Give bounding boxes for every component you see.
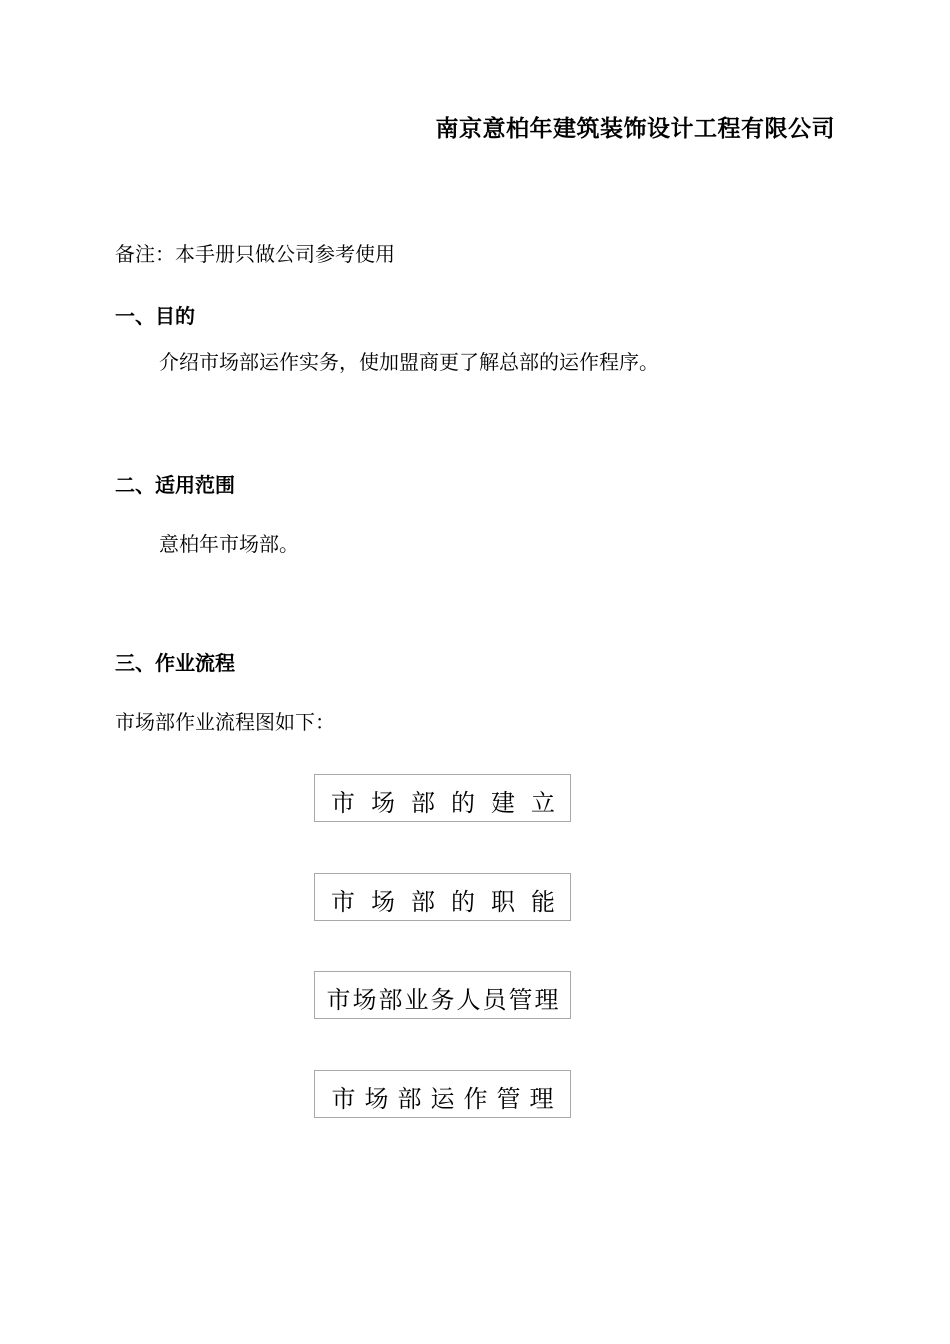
flow-box-establishment bbox=[314, 774, 571, 822]
flow-box-staff-management bbox=[314, 971, 571, 1019]
section-heading-scope: 二、适用范围 bbox=[115, 473, 235, 497]
flow-box-functions bbox=[314, 873, 571, 921]
section-heading-purpose: 一、目的 bbox=[115, 304, 195, 328]
section-body-scope: 意柏年市场部。 bbox=[159, 532, 299, 556]
flow-box-label: 市场部业务人员管理 bbox=[326, 986, 561, 1014]
flow-box-label: 市场部运作管理 bbox=[331, 1085, 563, 1113]
flow-box-operations-management bbox=[314, 1070, 571, 1118]
company-name: 南京意柏年建筑装饰设计工程有限公司 bbox=[435, 116, 835, 142]
flow-box-label: 市场部的职能 bbox=[331, 888, 571, 916]
section-body-purpose: 介绍市场部运作实务，使加盟商更了解总部的运作程序。 bbox=[159, 350, 659, 374]
section-body-workflow: 市场部作业流程图如下： bbox=[115, 710, 335, 734]
note: 备注：本手册只做公司参考使用 bbox=[115, 242, 395, 266]
section-heading-workflow: 三、作业流程 bbox=[115, 651, 235, 675]
flow-box-label: 市场部的建立 bbox=[331, 789, 571, 817]
